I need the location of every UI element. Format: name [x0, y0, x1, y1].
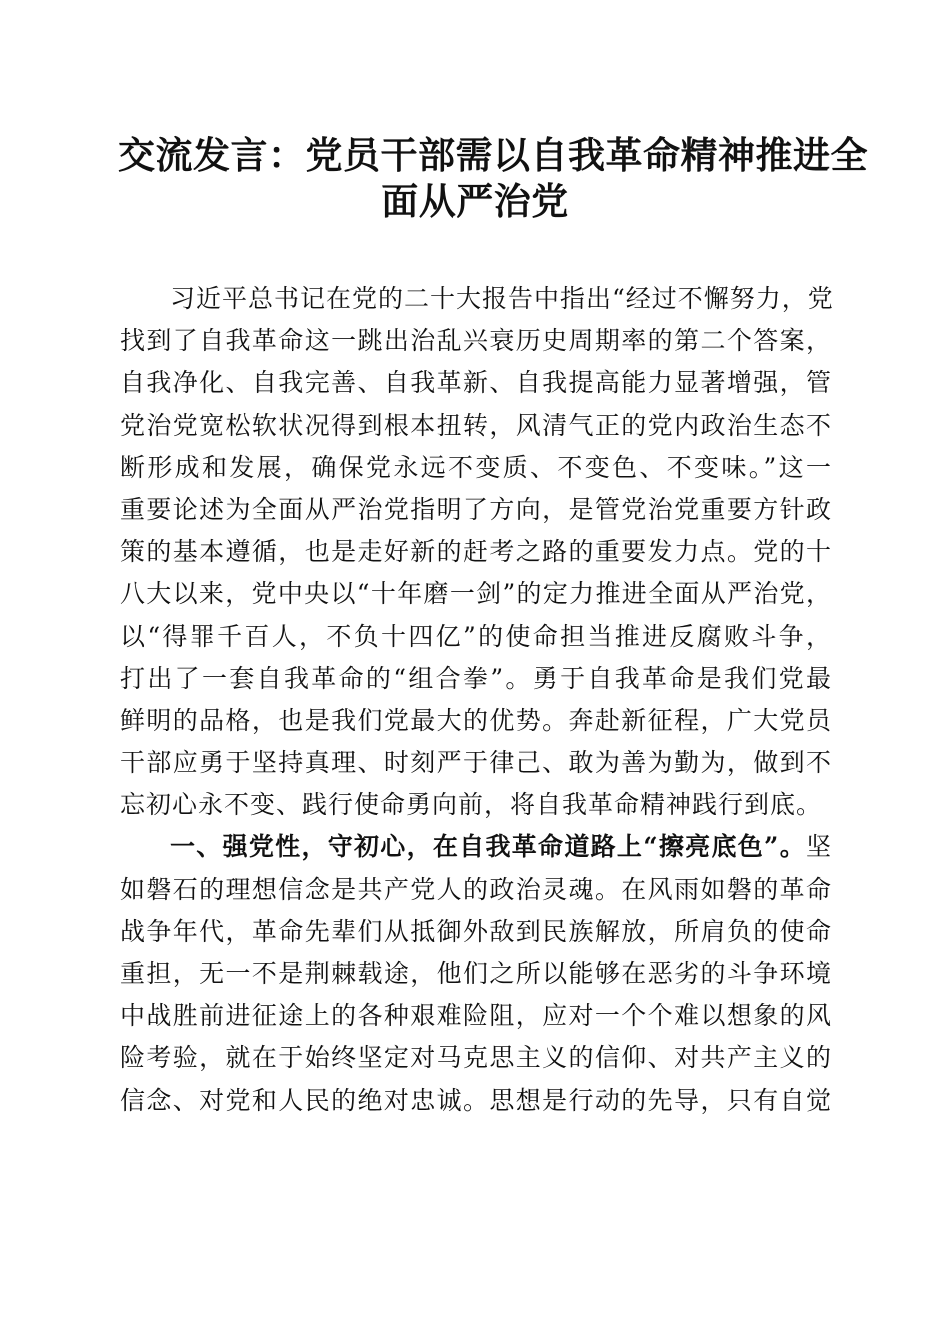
title-line-1: 交流发言：党员干部需以自我革命精神推进全	[118, 133, 868, 177]
intro-paragraph	[120, 278, 832, 826]
paragraph-line: 忘初心永不变、践行使命勇向前，将自我革命精神践行到底。	[120, 790, 823, 820]
paragraph-line: 如磐石的理想信念是共产党人的政治灵魂。在风雨如磐的革命	[120, 874, 832, 904]
paragraph-line: 重要论述为全面从严治党指明了方向，是管党治党重要方针政	[120, 494, 832, 524]
paragraph-line: 重担，无一不是荆棘载途，他们之所以能够在恶劣的斗争环境	[120, 959, 832, 988]
page-title	[118, 132, 868, 224]
paragraph-line: 干部应勇于坚持真理、时刻严于律己、敢为善为勤为，做到不	[120, 748, 832, 778]
paragraph-line: 打出了一套自我革命的“组合拳”。勇于自我革命是我们党最	[120, 663, 832, 693]
paragraph-line: 中战胜前进征途上的各种艰难险阻，应对一个个难以想象的风	[120, 1001, 832, 1031]
section-1-paragraph	[120, 826, 832, 1121]
paragraph-line: 自我净化、自我完善、自我革新、自我提高能力显著增强，管	[120, 368, 832, 398]
paragraph-line: 战争年代，革命先辈们从抵御外敌到民族解放，所肩负的使命	[120, 916, 832, 946]
paragraph-line: 信念、对党和人民的绝对忠诚。思想是行动的先导，只有自觉	[120, 1085, 832, 1115]
section-heading: 一、强党性，守初心，在自我革命道路上“擦亮底色”。	[170, 832, 806, 862]
paragraph-line: 以“得罪千百人，不负十四亿”的使命担当推进反腐败斗争，	[120, 621, 832, 651]
paragraph-line: 断形成和发展，确保党永远不变质、不变色、不变味。”这一	[120, 452, 832, 482]
section-heading-line	[120, 826, 832, 868]
paragraph-line: 党治党宽松软状况得到根本扭转，风清气正的党内政治生态不	[120, 410, 832, 440]
paragraph-line: 险考验，就在于始终坚定对马克思主义的信仰、对共产主义的	[120, 1043, 832, 1073]
paragraph-line: 鲜明的品格，也是我们党最大的优势。奔赴新征程，广大党员	[120, 705, 832, 735]
section-heading-tail: 坚	[805, 832, 832, 862]
paragraph-line: 八大以来，党中央以“十年磨一剑”的定力推进全面从严治党，	[120, 579, 832, 609]
document-body	[120, 278, 832, 1122]
paragraph-line: 策的基本遵循，也是走好新的赶考之路的重要发力点。党的十	[120, 537, 832, 567]
paragraph-line: 习近平总书记在党的二十大报告中指出“经过不懈努力，党	[170, 284, 834, 313]
title-line-2: 面从严治党	[381, 179, 569, 223]
paragraph-line: 找到了自我革命这一跳出治乱兴衰历史周期率的第二个答案，	[120, 326, 832, 356]
